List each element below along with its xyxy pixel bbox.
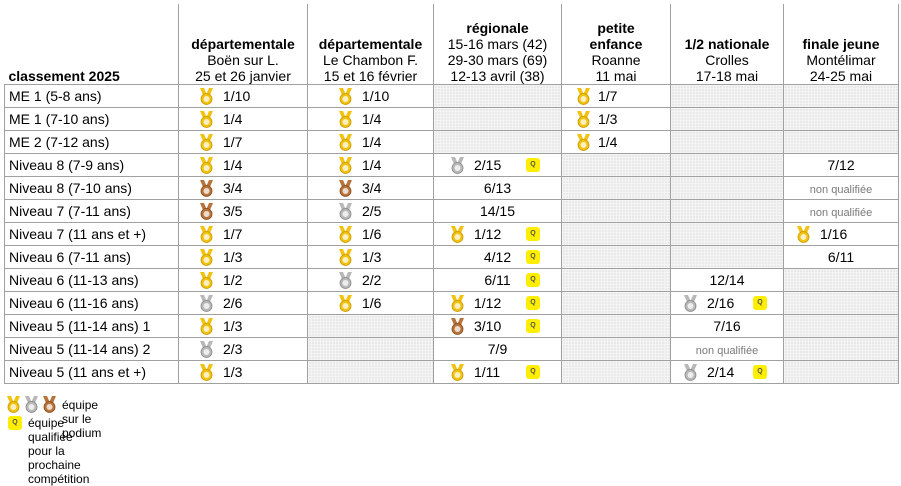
result-cell: [562, 131, 671, 154]
medal-bronze-icon: [450, 318, 465, 335]
rank-value: 1/11: [474, 364, 501, 380]
qualified-badge-icon: Q: [526, 158, 540, 172]
result-cell: [562, 85, 671, 108]
result-cell: [179, 246, 308, 269]
rank-value: 4/12: [483, 249, 512, 265]
medal-gold-icon: [199, 318, 214, 335]
rank-value: 1/3: [223, 249, 243, 265]
result-cell: [784, 361, 899, 384]
competition-header-line: 17-18 mai: [695, 68, 759, 84]
result-cell: [179, 131, 308, 154]
table-row: [5, 338, 899, 361]
rank-value: 1/4: [223, 111, 243, 127]
result-cell: [562, 200, 671, 223]
result-cell: [434, 200, 562, 223]
rank-value: 7/16: [713, 318, 741, 334]
result-cell: [308, 85, 434, 108]
non-qualified-label: non qualifiée: [695, 345, 759, 357]
result-cell: [308, 177, 434, 200]
medal-gold-icon: [199, 134, 214, 151]
qualified-badge-icon: Q: [753, 296, 767, 310]
rank-value: 12/14: [709, 272, 745, 288]
rank-value: 2/16: [707, 295, 735, 311]
rank-value: 1/6: [362, 226, 382, 242]
results-table: [4, 4, 899, 384]
table-title: classement 2025: [8, 68, 120, 84]
result-cell: [308, 108, 434, 131]
medal-bronze-icon: [199, 180, 214, 197]
medal-silver-icon: [338, 203, 353, 220]
result-cell: [308, 361, 434, 384]
rank-value: 1/4: [362, 157, 382, 173]
result-cell: [784, 246, 899, 269]
rank-value: 6/11: [827, 249, 855, 265]
rank-value: 1/12: [474, 226, 502, 242]
result-cell: [434, 246, 562, 269]
medal-gold-icon: [338, 249, 353, 266]
competition-header-line: finale jeune: [802, 36, 880, 52]
result-cell: [562, 223, 671, 246]
result-cell: [308, 200, 434, 223]
qualified-badge-icon: Q: [526, 365, 540, 379]
result-cell: [784, 85, 899, 108]
result-cell: [784, 315, 899, 338]
competition-header: [179, 4, 308, 85]
competition-header: [784, 4, 899, 85]
table-row: [5, 292, 899, 315]
qualified-badge-icon: Q: [526, 227, 540, 241]
result-cell: [671, 85, 784, 108]
table-row: [5, 200, 899, 223]
competition-header-line: 15 et 16 février: [323, 68, 418, 84]
result-cell: [434, 131, 562, 154]
category-label: ME 1 (7-10 ans): [5, 108, 179, 131]
rank-value: 1/6: [362, 295, 382, 311]
competition-header-line: enfance: [589, 36, 643, 52]
medal-gold-icon: [338, 88, 353, 105]
result-cell: [179, 338, 308, 361]
result-cell: [671, 131, 784, 154]
category-label: Niveau 6 (11-16 ans): [5, 292, 179, 315]
result-cell: [179, 177, 308, 200]
category-label: ME 2 (7-12 ans): [5, 131, 179, 154]
table-row: [5, 177, 899, 200]
competition-header-line: départementale: [318, 36, 423, 52]
result-cell: [308, 154, 434, 177]
medal-gold-icon: [338, 111, 353, 128]
category-label: Niveau 7 (7-11 ans): [5, 200, 179, 223]
medal-bronze-icon: [199, 203, 214, 220]
result-cell: [434, 108, 562, 131]
medal-gold-icon: [199, 272, 214, 289]
rank-value: 3/4: [362, 180, 382, 196]
competition-header-line: 15-16 mars (42): [447, 36, 548, 52]
competition-header-line: Le Chambon F.: [323, 52, 418, 68]
result-cell: [671, 292, 784, 315]
competition-header-line: 25 et 26 janvier: [195, 68, 291, 84]
medal-gold-icon: [199, 249, 214, 266]
rank-value: 1/3: [598, 111, 618, 127]
result-cell: [784, 292, 899, 315]
rank-value: 3/4: [223, 180, 243, 196]
medal-silver-icon: [683, 295, 698, 312]
result-cell: [179, 315, 308, 338]
table-row: [5, 131, 899, 154]
competition-header-line: Roanne: [591, 52, 641, 68]
rank-value: 14/15: [479, 203, 516, 219]
rank-value: 3/10: [474, 318, 502, 334]
medal-silver-icon: [450, 157, 465, 174]
rank-value: 2/14: [707, 364, 735, 380]
medal-silver-icon: [24, 396, 39, 413]
result-cell: [308, 338, 434, 361]
qualified-badge-icon: Q: [526, 296, 540, 310]
result-cell: [179, 85, 308, 108]
medal-gold-icon: [199, 88, 214, 105]
result-cell: [671, 200, 784, 223]
category-label: Niveau 5 (11-14 ans) 2: [5, 338, 179, 361]
qualified-badge-icon: Q: [8, 416, 22, 430]
result-cell: [308, 315, 434, 338]
competition-header-line: régionale: [466, 20, 529, 36]
result-cell: [562, 361, 671, 384]
competition-header-line: 24-25 mai: [809, 68, 873, 84]
result-cell: [671, 269, 784, 292]
legend-podium-label: équipe sur le podium: [62, 398, 102, 440]
medal-silver-icon: [683, 364, 698, 381]
result-cell: [671, 338, 784, 361]
competition-header-line: Montélimar: [806, 52, 876, 68]
result-cell: [562, 338, 671, 361]
competition-header: [434, 4, 562, 85]
rank-value: 1/7: [223, 226, 243, 242]
rank-value: 3/5: [223, 203, 243, 219]
medal-silver-icon: [199, 341, 214, 358]
result-cell: [179, 361, 308, 384]
rank-value: 1/7: [598, 88, 618, 104]
medal-gold-icon: [796, 226, 811, 243]
result-cell: [784, 200, 899, 223]
table-row: [5, 154, 899, 177]
rank-value: 2/5: [362, 203, 382, 219]
rank-value: 1/4: [223, 157, 243, 173]
result-cell: [308, 131, 434, 154]
result-cell: [784, 108, 899, 131]
rank-value: 2/3: [223, 341, 243, 357]
result-cell: [562, 292, 671, 315]
medal-gold-icon: [576, 111, 591, 128]
rank-value: 1/2: [223, 272, 243, 288]
result-cell: [308, 269, 434, 292]
rank-value: 1/16: [820, 226, 848, 242]
category-label: Niveau 7 (11 ans et +): [5, 223, 179, 246]
rank-value: 1/3: [223, 318, 243, 334]
competition-header-line: 29-30 mars (69): [447, 52, 548, 68]
rank-value: 1/10: [362, 88, 390, 104]
result-cell: [434, 338, 562, 361]
legend-qualified-label: équipe qualifiée pour la prochaine compétition: [28, 416, 90, 486]
qualified-badge-icon: Q: [753, 365, 767, 379]
medal-gold-icon: [450, 226, 465, 243]
header-corner: [5, 4, 179, 85]
medal-silver-icon: [199, 295, 214, 312]
rank-value: 2/2: [362, 272, 382, 288]
result-cell: [179, 108, 308, 131]
result-cell: [179, 292, 308, 315]
result-cell: [784, 223, 899, 246]
result-cell: [179, 154, 308, 177]
result-cell: [562, 315, 671, 338]
table-row: [5, 108, 899, 131]
result-cell: [562, 108, 671, 131]
qualified-badge-icon: Q: [526, 319, 540, 333]
result-cell: [179, 223, 308, 246]
competition-header-line: Boën sur L.: [207, 52, 279, 68]
category-label: Niveau 5 (11-14 ans) 1: [5, 315, 179, 338]
rank-value: 1/3: [362, 249, 382, 265]
result-cell: [671, 223, 784, 246]
result-cell: [562, 246, 671, 269]
medal-gold-icon: [199, 111, 214, 128]
result-cell: [671, 246, 784, 269]
result-cell: [434, 85, 562, 108]
result-cell: [562, 177, 671, 200]
rank-value: 2/6: [223, 295, 243, 311]
table-row: [5, 315, 899, 338]
competition-header-line: 11 mai: [595, 68, 637, 84]
non-qualified-label: non qualifiée: [809, 207, 873, 219]
qualified-badge-icon: Q: [526, 250, 540, 264]
category-label: ME 1 (5-8 ans): [5, 85, 179, 108]
result-cell: [434, 154, 562, 177]
qualified-badge-icon: Q: [526, 273, 540, 287]
medal-bronze-icon: [42, 396, 57, 413]
medal-gold-icon: [450, 364, 465, 381]
rank-value: 1/7: [223, 134, 243, 150]
result-cell: [784, 338, 899, 361]
competition-header-line: départementale: [191, 36, 295, 52]
result-cell: [671, 177, 784, 200]
category-label: Niveau 6 (7-11 ans): [5, 246, 179, 269]
competition-header: [308, 4, 434, 85]
medal-gold-icon: [199, 226, 214, 243]
rank-value: 7/12: [827, 157, 855, 173]
result-cell: [434, 223, 562, 246]
result-cell: [308, 246, 434, 269]
rank-value: 1/12: [474, 295, 502, 311]
result-cell: [179, 200, 308, 223]
table-row: [5, 246, 899, 269]
competition-header-line: petite: [597, 20, 635, 36]
result-cell: [434, 269, 562, 292]
medal-silver-icon: [338, 272, 353, 289]
result-cell: [308, 223, 434, 246]
medal-gold-icon: [338, 295, 353, 312]
result-cell: [179, 269, 308, 292]
result-cell: [784, 269, 899, 292]
result-cell: [434, 361, 562, 384]
result-cell: [308, 292, 434, 315]
non-qualified-label: non qualifiée: [809, 184, 873, 196]
result-cell: [562, 269, 671, 292]
medal-gold-icon: [450, 295, 465, 312]
competition-header-line: Crolles: [705, 52, 749, 68]
rank-value: 6/13: [483, 180, 512, 196]
rank-value: 2/15: [474, 157, 502, 173]
rank-value: 6/11: [484, 272, 511, 288]
result-cell: [671, 361, 784, 384]
result-cell: [562, 154, 671, 177]
medal-gold-icon: [338, 157, 353, 174]
result-cell: [671, 108, 784, 131]
category-label: Niveau 6 (11-13 ans): [5, 269, 179, 292]
table-row: [5, 85, 899, 108]
competition-header-line: 1/2 nationale: [684, 36, 770, 52]
rank-value: 7/9: [487, 341, 508, 357]
rank-value: 1/4: [362, 111, 382, 127]
table-row: [5, 223, 899, 246]
medal-gold-icon: [576, 134, 591, 151]
result-cell: [671, 154, 784, 177]
category-label: Niveau 5 (11 ans et +): [5, 361, 179, 384]
medal-gold-icon: [576, 88, 591, 105]
result-cell: [434, 177, 562, 200]
result-cell: [671, 315, 784, 338]
result-cell: [434, 315, 562, 338]
medal-bronze-icon: [338, 180, 353, 197]
rank-value: 1/10: [223, 88, 251, 104]
medal-gold-icon: [6, 396, 21, 413]
result-cell: [434, 292, 562, 315]
result-cell: [784, 131, 899, 154]
result-cell: [784, 177, 899, 200]
table-row: [5, 361, 899, 384]
medal-gold-icon: [338, 134, 353, 151]
competition-header-line: 12-13 avril (38): [450, 68, 545, 84]
rank-value: 1/4: [362, 134, 382, 150]
table-row: [5, 269, 899, 292]
rank-value: 1/4: [598, 134, 618, 150]
medal-gold-icon: [199, 364, 214, 381]
category-label: Niveau 8 (7-10 ans): [5, 177, 179, 200]
category-label: Niveau 8 (7-9 ans): [5, 154, 179, 177]
medal-gold-icon: [199, 157, 214, 174]
result-cell: [784, 154, 899, 177]
competition-header: [671, 4, 784, 85]
rank-value: 1/3: [223, 364, 243, 380]
competition-header: [562, 4, 671, 85]
medal-gold-icon: [338, 226, 353, 243]
